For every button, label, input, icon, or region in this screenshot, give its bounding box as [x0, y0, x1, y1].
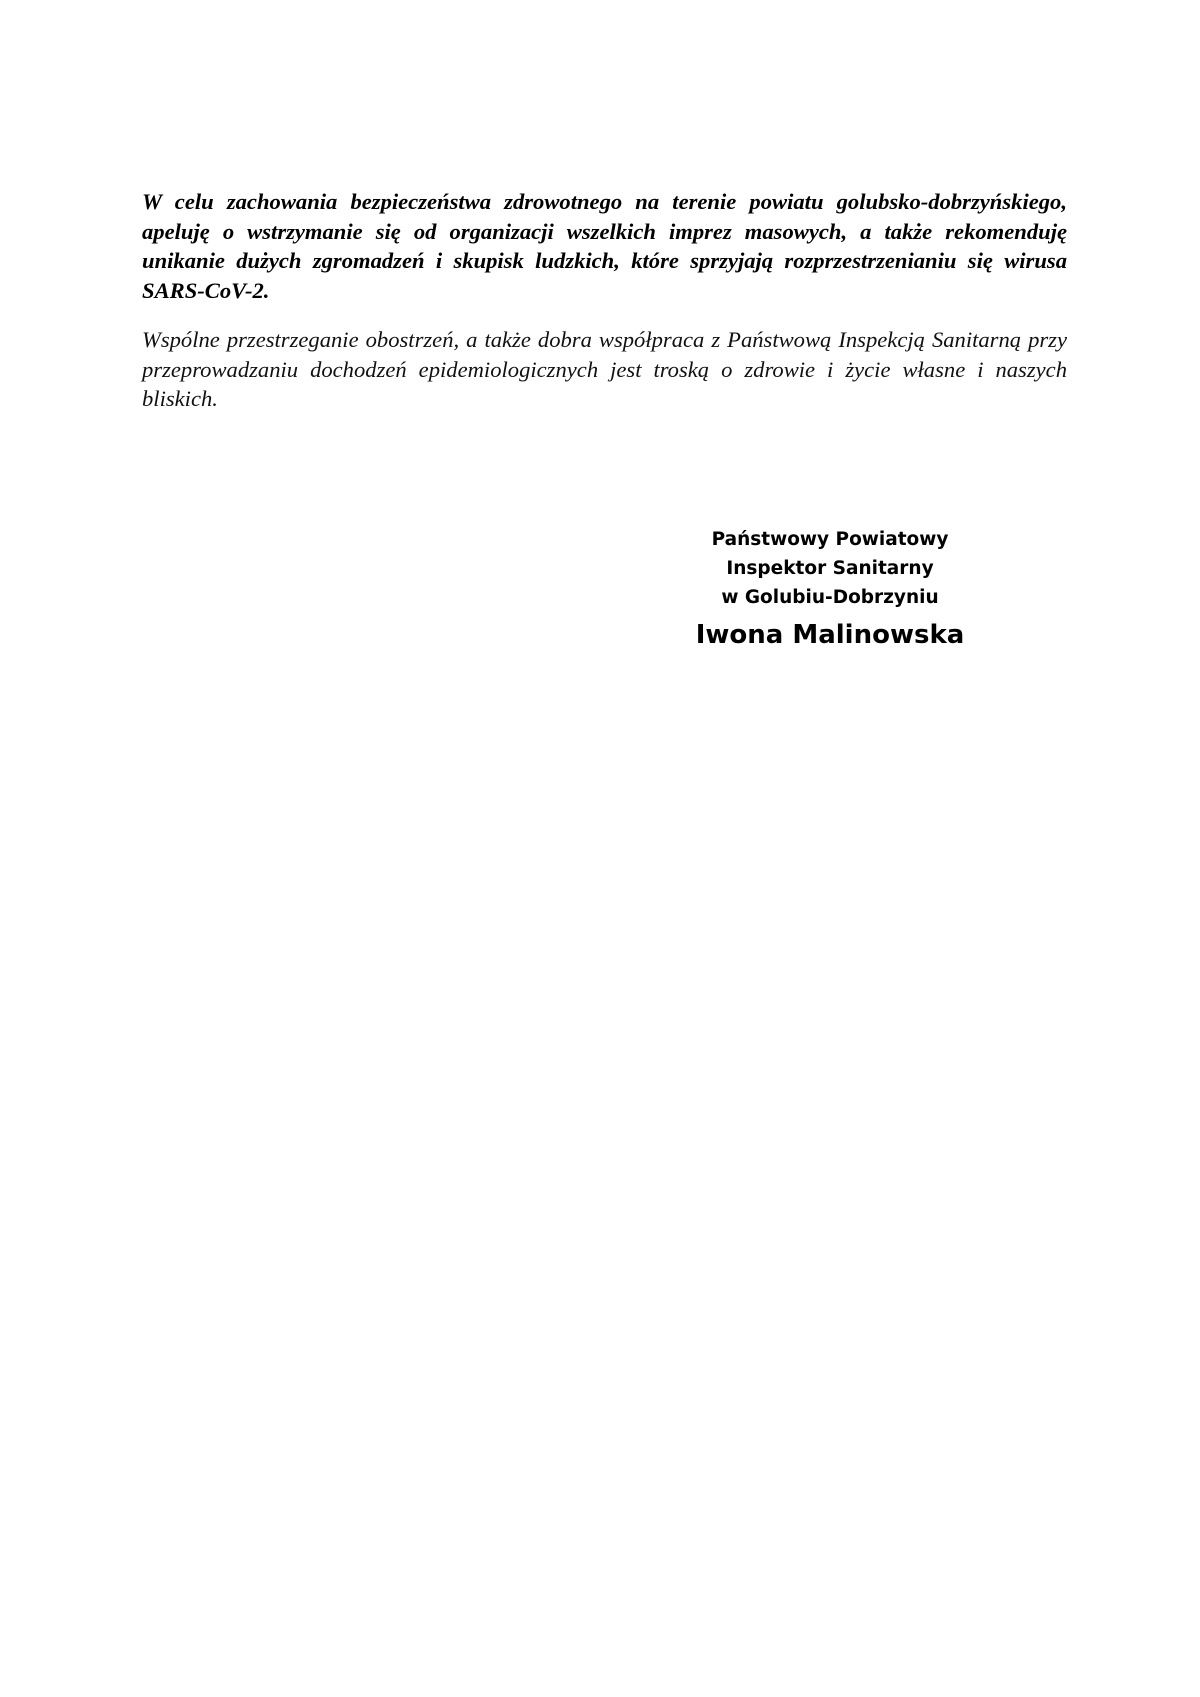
signature-title-line-3: w Golubiu-Dobrzyniu [721, 587, 939, 608]
signature-title-line-2: Inspektor Sanitarny [726, 558, 934, 579]
signature-block [630, 525, 1030, 655]
appeal-paragraph: W celu zachowania bezpieczeństwa zdrowotnego na terenie powiatu golubsko-dobrzyńskiego, apeluję o wstrzymanie się od organizacji wszelkich imprez masowych, a także rekomenduję unikanie dużych zgromadzeń i skupisk ludzkich, które sprzyjają rozprzestrzenianiu się wirusa SARS-CoV-2. [142, 189, 1067, 303]
signatory-name: Iwona Malinowska [695, 620, 965, 650]
signature-title-line-1: Państwowy Powiatowy [711, 529, 949, 550]
cooperation-paragraph: Wspólne przestrzeganie obostrzeń, a także dobra współpraca z Państwową Inspekcją Sanitarną przy przeprowadzaniu dochodzeń epidemiologicznych jest troską o zdrowie i życie własne i naszych bliskich. [142, 327, 1067, 411]
